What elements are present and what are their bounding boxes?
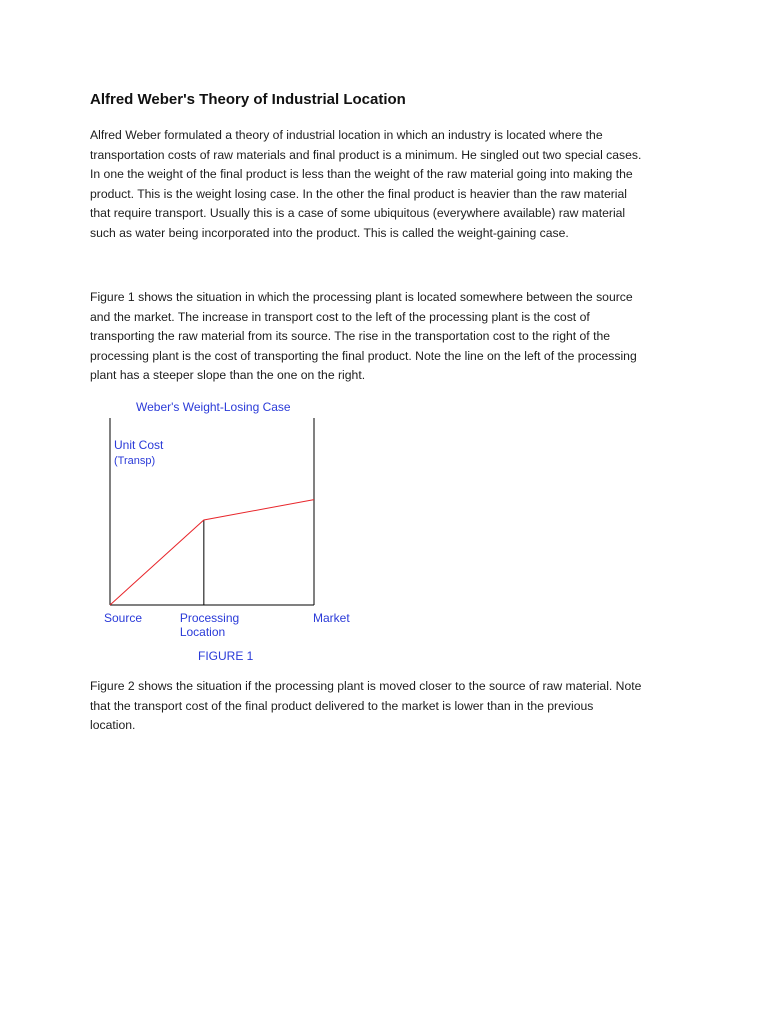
text-line: such as water being incorporated into the product. This is called the weight-gaining case.	[90, 225, 569, 240]
x-label-processing: Processing	[179, 611, 240, 625]
text-line: product. This is the weight losing case. In the other the final product is heavier than the raw material	[90, 186, 627, 201]
text-line: Figure 2 shows the situation if the processing plant is moved closer to the source of raw material. Note	[90, 679, 642, 693]
chart-title: Weber's Weight-Losing Case	[136, 400, 291, 414]
figure-caption: FIGURE 1	[198, 649, 254, 663]
text-line: that require transport. Usually this is a case of some ubiquitous (everywhere available) raw material	[90, 206, 626, 221]
text-line: that the transport cost of the final product delivered to the market is lower than in the previous	[90, 698, 594, 713]
intro-paragraph	[90, 126, 680, 244]
transport-cost-line	[110, 500, 314, 605]
text-line: location.	[90, 718, 136, 733]
text-line: transportation costs of raw materials and final product is a minimum. He singled out two special cases.	[90, 147, 642, 162]
y-axis-label-sub: (Transp)	[114, 455, 156, 467]
text-line: processing plant is the cost of transporting the final product. Note the line on the left of the processing	[90, 348, 637, 363]
x-label-market: Market	[313, 611, 350, 625]
figure1-chart	[96, 396, 366, 671]
x-label-location: Location	[179, 625, 226, 639]
page-title: Alfred Weber's Theory of Industrial Location	[90, 91, 406, 108]
text-line: and the market. The increase in transport cost to the left of the processing plant is the cost of	[90, 309, 590, 324]
text-line: In one the weight of the final product is less than the weight of the raw material going into making the	[90, 167, 633, 182]
x-label-source: Source	[104, 611, 143, 625]
text-line: Alfred Weber formulated a theory of industrial location in which an industry is located where the	[90, 128, 603, 142]
y-axis-label: Unit Cost	[114, 438, 164, 452]
text-line: plant has a steeper slope than the one on the right.	[90, 368, 366, 383]
figure2-description-paragraph	[90, 677, 680, 736]
text-line: Figure 1 shows the situation in which the processing plant is located somewhere between the source	[90, 290, 633, 304]
text-line: transporting the raw material from its source. The rise in the transportation cost to the right of the	[90, 329, 611, 344]
figure1-description-paragraph	[90, 288, 680, 386]
